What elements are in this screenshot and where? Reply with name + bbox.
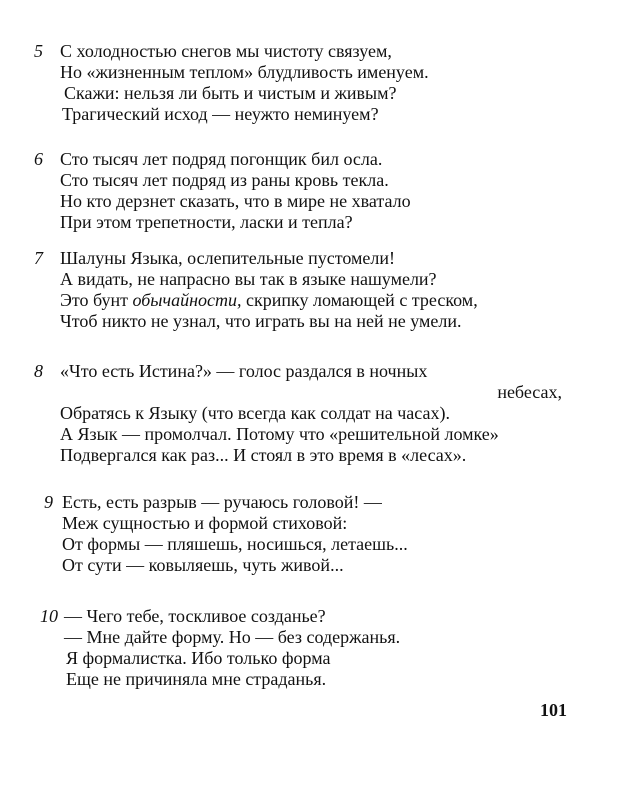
verse-line: А видать, не напрасно вы так в языке нашумели? — [60, 269, 437, 289]
verse-line: Обратясь к Языку (что всегда как солдат на часах). — [60, 403, 450, 423]
stanza-9 — [34, 492, 574, 576]
verse-line: — Мне дайте форму. Но — без содержанья. — [64, 627, 401, 647]
verse-fragment-italic: обычайности, — [132, 290, 242, 310]
verse-line: Скажи: нельзя ли быть и чистым и живым? — [64, 83, 397, 103]
verse-line: При этом трепетности, ласки и тепла? — [60, 212, 353, 232]
verse-line: С холодностью снегов мы чистоту связуем, — [60, 41, 392, 61]
verse-line: Трагический исход — неужто неминуем? — [62, 104, 379, 124]
verse-line: От формы — пляшешь, носишься, летаешь... — [62, 534, 408, 554]
stanza-8 — [34, 361, 574, 466]
verse-line: Еще не причиняла мне страданья. — [66, 669, 327, 689]
verse-line: «Что есть Истина?» — голос раздался в ночных — [60, 361, 428, 381]
verse-line: Есть, есть разрыв — ручаюсь головой! — — [62, 492, 382, 512]
stanza-number: 9 — [44, 492, 53, 512]
stanza-10 — [34, 606, 574, 690]
verse-line — [34, 290, 574, 311]
stanza-6 — [34, 149, 574, 233]
stanza-number: 7 — [34, 248, 43, 268]
verse-line: Сто тысяч лет подряд из раны кровь текла. — [60, 170, 389, 190]
verse-fragment: Это бунт — [60, 290, 133, 310]
stanza-5 — [34, 41, 574, 125]
verse-line: Но «жизненным теплом» блудливость именуем. — [60, 62, 429, 82]
verse-line: Сто тысяч лет подряд погонщик бил осла. — [60, 149, 383, 169]
stanza-number: 5 — [34, 41, 43, 61]
verse-line: Чтоб никто не узнал, что играть вы на ней не умели. — [60, 311, 462, 331]
verse-line: Но кто дерзнет сказать, что в мире не хватало — [60, 191, 411, 211]
verse-line: Шалуны Языка, ослепительные пустомели! — [60, 248, 396, 268]
verse-line-continuation: небесах, — [497, 382, 562, 402]
verse-line: Меж сущностью и формой стиховой: — [62, 513, 348, 533]
verse-line: — Чего тебе, тоскливое созданье? — [64, 606, 326, 626]
page-number: 101 — [540, 700, 567, 720]
verse-line: От сути — ковыляешь, чуть живой... — [62, 555, 344, 575]
verse-line: Я формалистка. Ибо только форма — [66, 648, 331, 668]
verse-fragment: скрипку ломающей с треском, — [241, 290, 478, 310]
stanza-number: 10 — [40, 606, 58, 626]
verse-line: Подвергался как раз... И стоял в это время в «лесах». — [60, 445, 467, 465]
verse-line: А Язык — промолчал. Потому что «решительной ломке» — [60, 424, 499, 444]
stanza-number: 8 — [34, 361, 43, 381]
stanza-7 — [34, 248, 574, 332]
stanza-number: 6 — [34, 149, 43, 169]
